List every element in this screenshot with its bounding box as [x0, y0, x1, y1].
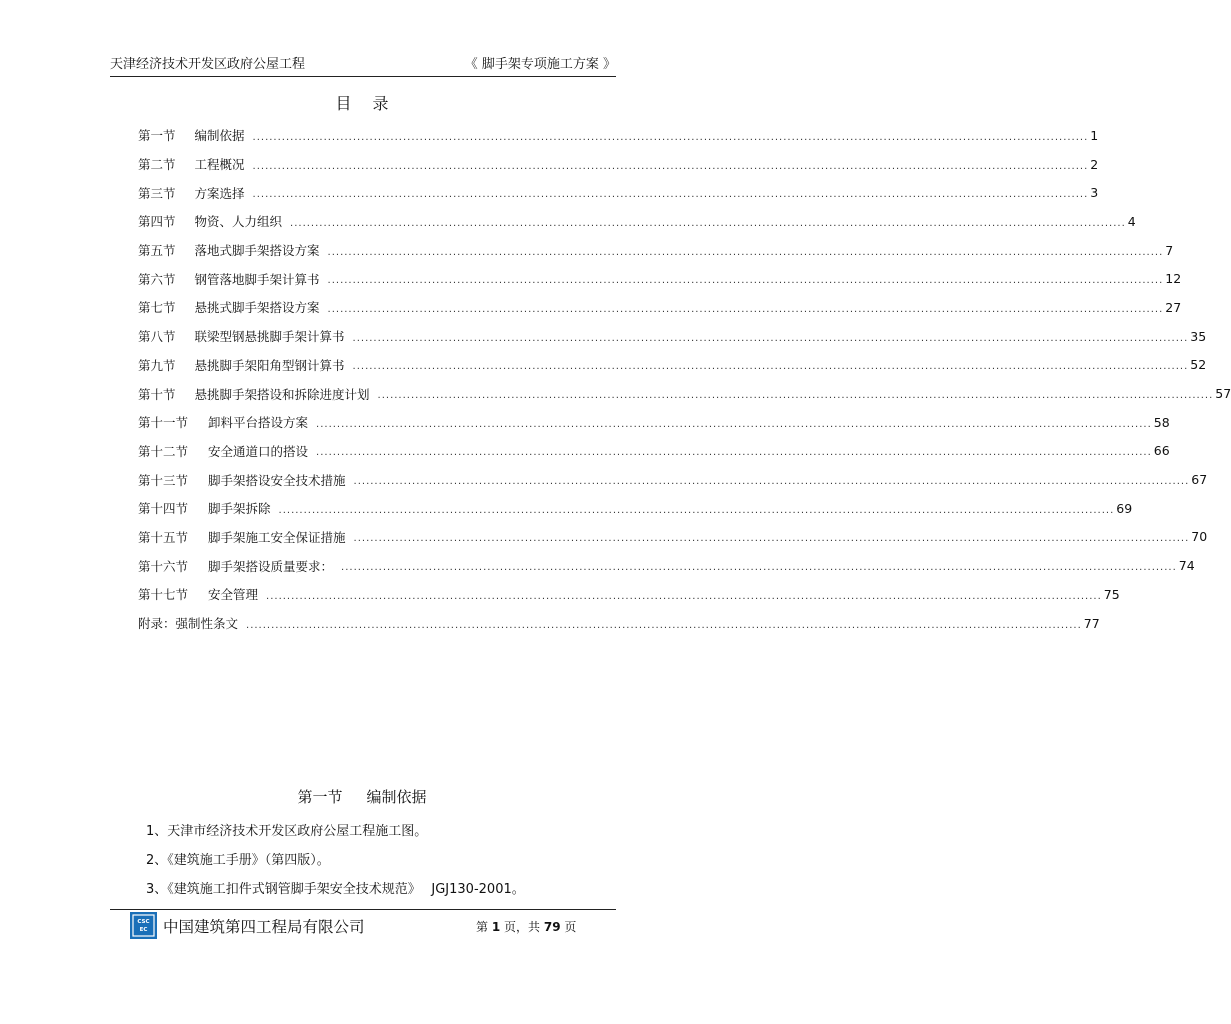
page-header	[110, 53, 616, 73]
toc-entry-page: 70	[1191, 529, 1208, 545]
toc-entry-label: 第十节	[138, 386, 176, 402]
company-name: 中国建筑第四工程局有限公司	[163, 918, 365, 936]
toc-entry-page: 66	[1153, 443, 1170, 459]
toc-entry-title: 物资、人力组织	[194, 214, 283, 230]
toc-leader-dots: ........................................................................................................................................................................................................	[327, 275, 1164, 287]
toc-entry-label: 第十六节	[138, 558, 189, 574]
toc-leader-dots: ........................................................................................................................................................................................................	[377, 390, 1214, 402]
toc-entry-page: 7	[1165, 242, 1174, 258]
toc-entry-title: 脚手架搭设质量要求：	[208, 558, 334, 574]
toc-entry[interactable]	[138, 437, 1170, 466]
toc-leader-dots: ........................................................................................................................................................................................................	[353, 476, 1190, 488]
toc-entry-page: 57	[1215, 386, 1231, 402]
toc-entry[interactable]	[138, 322, 1207, 351]
page-footer	[130, 912, 610, 940]
toc-entry-label: 附录：强制性条文	[138, 616, 239, 632]
toc-entry[interactable]	[138, 264, 1182, 293]
toc-entry-title: 卸料平台搭设方案	[208, 415, 309, 431]
toc-entry-page: 35	[1190, 328, 1207, 344]
toc-leader-dots: ........................................................................................................................................................................................................	[252, 131, 1089, 143]
toc-leader-dots: ........................................................................................................................................................................................................	[341, 562, 1177, 574]
toc-leader-dots: ........................................................................................................................................................................................................	[252, 189, 1089, 201]
toc-entry-page: 1	[1090, 127, 1099, 143]
toc-entry-title: 方案选择	[194, 185, 245, 201]
toc-entry-page: 27	[1165, 299, 1182, 315]
toc-entry-title: 悬挑式脚手架搭设方案	[194, 300, 320, 316]
reference-list	[146, 822, 525, 909]
toc-entry-label: 第二节	[138, 157, 176, 173]
toc-entry[interactable]	[138, 121, 1099, 150]
toc-entry-title: 脚手架拆除	[208, 501, 271, 517]
toc-entry-title: 钢管落地脚手架计算书	[194, 271, 320, 287]
current-page: 1	[491, 920, 501, 934]
toc-entry[interactable]	[138, 293, 1182, 322]
toc-title: 目 录	[335, 94, 397, 113]
toc-leader-dots: ........................................................................................................................................................................................................	[316, 418, 1152, 430]
toc-entry[interactable]	[138, 351, 1207, 380]
toc-entry-page: 12	[1165, 271, 1182, 287]
toc-leader-dots: ........................................................................................................................................................................................................	[252, 160, 1089, 172]
toc-entry-label: 第十二节	[138, 443, 189, 459]
toc-entry[interactable]	[138, 523, 1208, 552]
toc-entry-title: 落地式脚手架搭设方案	[194, 243, 320, 259]
toc-entry-page: 75	[1103, 586, 1120, 602]
toc-entry[interactable]	[138, 178, 1099, 207]
toc-entry-page: 58	[1153, 414, 1170, 430]
toc-entry[interactable]	[138, 465, 1208, 494]
toc-entry[interactable]	[138, 236, 1174, 265]
section-heading	[0, 786, 724, 807]
header-project-name: 天津经济技术开发区政府公屋工程	[110, 57, 306, 72]
toc-entry-label: 第五节	[138, 243, 176, 259]
reference-item: 1、天津市经济技术开发区政府公屋工程施工图。	[146, 824, 428, 839]
toc-entry-page: 3	[1090, 185, 1099, 201]
company-logo	[130, 912, 157, 939]
svg-text:EC: EC	[139, 927, 148, 933]
toc-entry-label: 第八节	[138, 329, 176, 345]
toc-entry-page: 52	[1190, 357, 1207, 373]
toc-entry-label: 第七节	[138, 300, 176, 316]
svg-text:CSC: CSC	[137, 919, 150, 925]
toc-entry-title: 编制依据	[194, 128, 245, 144]
toc-leader-dots: ........................................................................................................................................................................................................	[290, 217, 1126, 229]
toc-entry-label: 第九节	[138, 357, 176, 373]
reference-item: 2、《建筑施工手册》（第四版）。	[146, 853, 330, 868]
toc-entry[interactable]	[138, 379, 1231, 408]
toc-entry-page: 4	[1127, 213, 1136, 229]
header-document-title: 《 脚手架专项施工方案 》	[464, 57, 616, 72]
toc-entry-page: 74	[1178, 558, 1195, 574]
toc-leader-dots: ........................................................................................................................................................................................................	[327, 246, 1164, 258]
toc-leader-dots: ........................................................................................................................................................................................................	[327, 303, 1164, 315]
toc-entry-label: 第十七节	[138, 587, 189, 603]
toc-leader-dots: ........................................................................................................................................................................................................	[316, 447, 1152, 459]
toc-leader-dots: ........................................................................................................................................................................................................	[352, 332, 1189, 344]
toc-entry-label: 第六节	[138, 271, 176, 287]
toc-entry-title: 安全管理	[208, 587, 259, 603]
reference-item: 3、《建筑施工扣件式钢管脚手架安全技术规范》 JGJ130-2001。	[146, 882, 525, 897]
toc-entry-title: 脚手架搭设安全技术措施	[208, 472, 346, 488]
footer-divider	[110, 909, 616, 910]
toc-entry[interactable]	[138, 150, 1099, 179]
toc-entry[interactable]	[138, 580, 1120, 609]
toc-entry-label: 第十一节	[138, 415, 189, 431]
toc-entry[interactable]	[138, 408, 1170, 437]
toc-entry-title: 脚手架施工安全保证措施	[208, 529, 346, 545]
toc-leader-dots: ........................................................................................................................................................................................................	[353, 533, 1190, 545]
toc-entry-page: 67	[1191, 472, 1208, 488]
toc-entry-title: 联梁型钢悬挑脚手架计算书	[194, 329, 345, 345]
toc-entry-page: 69	[1116, 500, 1133, 516]
toc-leader-dots: ........................................................................................................................................................................................................	[266, 590, 1102, 602]
toc-entry-label: 第三节	[138, 185, 176, 201]
total-pages: 79	[543, 920, 561, 934]
toc-entry-label: 第十四节	[138, 501, 189, 517]
toc-entry-title: 工程概况	[194, 157, 245, 173]
toc-leader-dots: ........................................................................................................................................................................................................	[246, 619, 1082, 631]
toc-entry-label: 第四节	[138, 214, 176, 230]
toc-entry-page: 77	[1083, 615, 1100, 631]
toc-entry[interactable]	[138, 207, 1136, 236]
toc-entry[interactable]	[138, 551, 1195, 580]
toc-leader-dots: ........................................................................................................................................................................................................	[352, 361, 1189, 373]
toc-entry[interactable]	[138, 494, 1133, 523]
section-number: 第一节	[297, 788, 343, 806]
header-divider	[110, 76, 616, 77]
toc-entry-title: 悬挑脚手架搭设和拆除进度计划	[194, 386, 370, 402]
toc-entry-label: 第十五节	[138, 529, 189, 545]
toc-entry[interactable]	[138, 609, 1100, 638]
toc-entry-label: 第一节	[138, 128, 176, 144]
toc-entry-page: 2	[1090, 156, 1099, 172]
section-title: 编制依据	[366, 788, 427, 806]
toc-entry-title: 悬挑脚手架阳角型钢计算书	[194, 357, 345, 373]
table-of-contents	[138, 121, 1231, 637]
toc-entry-title: 安全通道口的搭设	[208, 443, 309, 459]
toc-entry-label: 第十三节	[138, 472, 189, 488]
page-indicator: 第 1 页，共 79 页	[476, 920, 577, 934]
toc-leader-dots: ........................................................................................................................................................................................................	[278, 504, 1115, 516]
